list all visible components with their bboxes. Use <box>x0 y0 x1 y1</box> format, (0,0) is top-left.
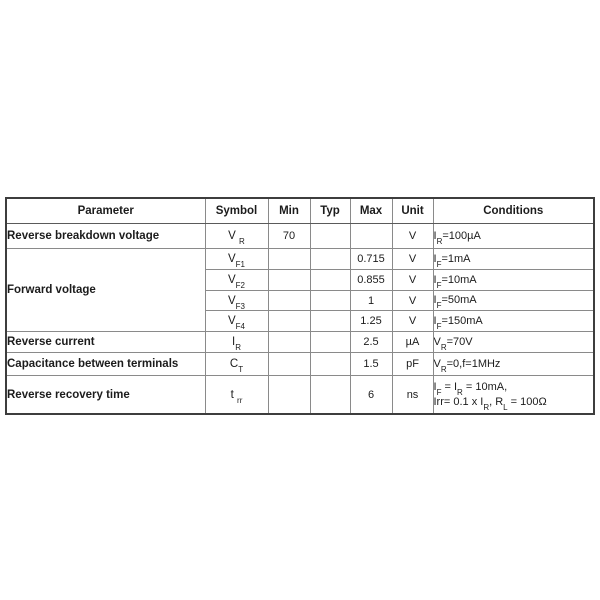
spec-table-body <box>6 224 594 415</box>
conditions-cell <box>433 353 594 376</box>
column-header-typ: Typ <box>310 198 350 224</box>
conditions-line: $I_R=100\mu A$ <box>433 229 481 246</box>
unit-cell: pF <box>392 353 433 376</box>
spec-table-header <box>6 198 594 224</box>
symbol-cell: t $_{rr}$ <box>205 376 268 415</box>
parameter-cell: Forward voltage <box>6 249 205 332</box>
conditions-line: $I_F=10mA$ <box>433 273 477 290</box>
symbol-cell: $V_{F1}$ <box>205 249 268 270</box>
table-row <box>6 353 594 376</box>
parameter-cell: Capacitance between terminals <box>6 353 205 376</box>
column-header-symbol: Symbol <box>205 198 268 224</box>
max-cell: 0.715 <box>350 249 392 270</box>
unit-cell: V <box>392 291 433 311</box>
conditions-cell <box>433 332 594 353</box>
symbol-cell: $C_T$ <box>205 353 268 376</box>
subscript-text: F <box>436 321 442 331</box>
conditions-cell <box>433 249 594 270</box>
typ-cell <box>310 270 350 291</box>
column-header-min: Min <box>268 198 310 224</box>
column-header-max: Max <box>350 198 392 224</box>
conditions-cell <box>433 224 594 249</box>
symbol-cell: $I_R$ <box>205 332 268 353</box>
subscript-text: R <box>457 387 463 397</box>
table-row <box>6 332 594 353</box>
min-cell <box>268 353 310 376</box>
min-cell <box>268 270 310 291</box>
symbol-cell: $V_{F3}$ <box>205 291 268 311</box>
subscript-text: R <box>440 342 447 352</box>
subscript-text: F3 <box>235 301 245 311</box>
min-cell: 70 <box>268 224 310 249</box>
max-cell: 0.855 <box>350 270 392 291</box>
subscript-text: R <box>436 236 443 246</box>
conditions-line: $I_F=1mA$ <box>433 252 471 269</box>
typ-cell <box>310 332 350 353</box>
subscript-text: R <box>440 364 447 374</box>
subscript-text: F <box>436 301 442 311</box>
column-header-conditions: Conditions <box>433 198 594 224</box>
subscript-text: R <box>235 343 241 353</box>
typ-cell <box>310 353 350 376</box>
conditions-cell <box>433 291 594 311</box>
subscript-text: rr <box>237 395 243 405</box>
typ-cell <box>310 311 350 332</box>
table-row <box>6 376 594 415</box>
max-cell <box>350 224 392 249</box>
symbol-cell: $V_{F4}$ <box>205 311 268 332</box>
header-row <box>6 198 594 224</box>
max-cell: 6 <box>350 376 392 415</box>
conditions-line: $I_F=50mA$ <box>433 294 477 311</box>
table-row <box>6 224 594 249</box>
conditions-cell <box>433 376 594 415</box>
unit-cell: V <box>392 249 433 270</box>
unit-cell: ns <box>392 376 433 415</box>
parameter-cell: Reverse breakdown voltage <box>6 224 205 249</box>
conditions-line: $V_R=70V$ <box>433 335 473 352</box>
subscript-text: T <box>238 365 244 375</box>
subscript-text: L <box>503 402 508 412</box>
conditions-line: $V_R=0,f=1MHz$ <box>433 357 501 374</box>
parameter-cell: Reverse recovery time <box>6 376 205 415</box>
subscript-text: F2 <box>235 281 245 291</box>
unit-cell: V <box>392 224 433 249</box>
typ-cell <box>310 249 350 270</box>
conditions-cell <box>433 311 594 332</box>
subscript-text: F <box>436 280 442 290</box>
parameter-cell: Reverse current <box>6 332 205 353</box>
max-cell: 1 <box>350 291 392 311</box>
column-header-parameter: Parameter <box>6 198 205 224</box>
subscript-text: R <box>483 402 490 412</box>
min-cell <box>268 311 310 332</box>
subscript-text: F <box>436 259 442 269</box>
typ-cell <box>310 224 350 249</box>
subscript-text: F <box>436 387 442 397</box>
column-header-unit: Unit <box>392 198 433 224</box>
typ-cell <box>310 376 350 415</box>
subscript-text: R <box>239 237 245 247</box>
symbol-cell: V $_R$ <box>205 224 268 249</box>
conditions-cell <box>433 270 594 291</box>
conditions-line: $I_F = I_R = 10mA$, <box>433 380 508 397</box>
min-cell <box>268 376 310 415</box>
unit-cell: V <box>392 270 433 291</box>
unit-cell: V <box>392 311 433 332</box>
conditions-line: Irr= 0.1 x $I_R$, $R_L = 100\Omega$ <box>433 395 547 412</box>
min-cell <box>268 291 310 311</box>
max-cell: 1.25 <box>350 311 392 332</box>
min-cell <box>268 332 310 353</box>
unit-cell: µA <box>392 332 433 353</box>
subscript-text: F4 <box>235 322 245 332</box>
max-cell: 1.5 <box>350 353 392 376</box>
typ-cell <box>310 291 350 311</box>
symbol-cell: $V_{F2}$ <box>205 270 268 291</box>
min-cell <box>268 249 310 270</box>
spec-table <box>5 197 595 415</box>
table-row <box>6 249 594 270</box>
conditions-line: $I_F=150mA$ <box>433 314 483 331</box>
max-cell: 2.5 <box>350 332 392 353</box>
subscript-text: F1 <box>235 260 245 270</box>
